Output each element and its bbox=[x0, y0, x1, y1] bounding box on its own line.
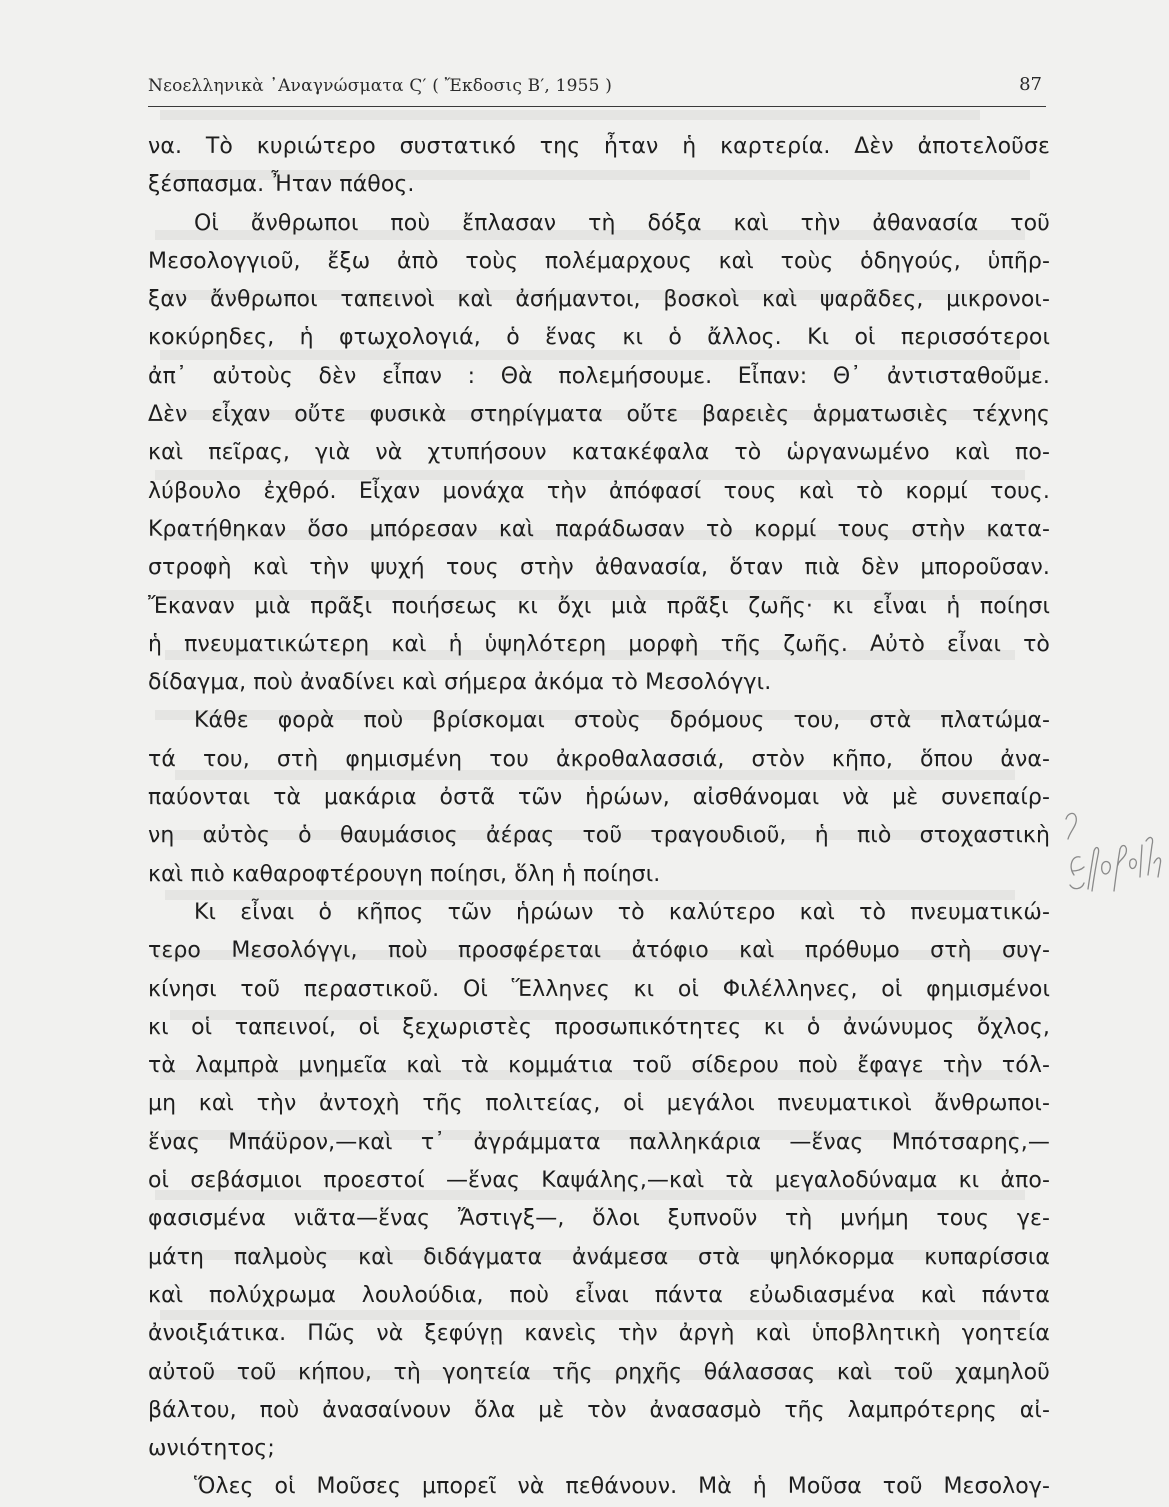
text-line: κίνησι τοῦ περαστικοῦ. Οἱ Ἕλληνες κι οἱ Φιλέλληνες, οἱ φημισμένοι bbox=[148, 976, 1050, 1002]
text-line: Κι εἶναι ὁ κῆπος τῶν ἡρώων τὸ καλύτερο καὶ τὸ πνευματικώ- bbox=[194, 899, 1050, 925]
text-line: ωνιότητος; bbox=[148, 1436, 275, 1462]
text-line: μάτη παλμοὺς καὶ διδάγματα ἀνάμεσα στὰ ψηλόκορμα κυπαρίσσια bbox=[148, 1244, 1050, 1270]
page-number: 87 bbox=[1019, 74, 1042, 95]
text-line: οἱ σεβάσμιοι προεστοί —ἕνας Καψάλης,—καὶ τὰ μεγαλοδύναμα κι ἀπο- bbox=[148, 1168, 1050, 1194]
text-line: καὶ πιὸ καθαροφτέρουγη ποίησι, ὅλη ἡ ποίησι. bbox=[148, 861, 661, 887]
text-line: ἀπ᾿ αὐτοὺς δὲν εἶπαν : Θὰ πολεμήσουμε. Εἶπαν: Θ᾿ ἀντισταθοῦμε. bbox=[148, 363, 1050, 389]
text-line: ξαν ἄνθρωποι ταπεινοὶ καὶ ἀσήμαντοι, βοσκοὶ καὶ ψαρᾶδες, μικρονοι- bbox=[148, 287, 1050, 313]
text-line: κοκύρηδες, ἡ φτωχολογιά, ὁ ἕνας κι ὁ ἄλλος. Κι οἱ περισσότεροι bbox=[148, 325, 1050, 351]
text-line: ἡ πνευματικώτερη καὶ ἡ ὑψηλότερη μορφὴ τῆς ζωῆς. Αὐτὸ εἶναι τὸ bbox=[148, 631, 1050, 657]
text-line: καὶ πεῖρας, γιὰ νὰ χτυπήσουν κατακέφαλα τὸ ὡργανωμένο καὶ πο- bbox=[148, 440, 1050, 466]
text-line: δίδαγμα, ποὺ ἀναδίνει καὶ σήμερα ἀκόμα τὸ Μεσολόγγι. bbox=[148, 670, 772, 696]
text-line: Ἔκαναν μιὰ πρᾶξι ποιήσεως κι ὄχι μιὰ πρᾶξι ζωῆς· κι εἶναι ἡ ποίησι bbox=[148, 593, 1050, 619]
running-title: Νεοελληνικὰ ᾿Αναγνώσματα Ϛ′ ( Ἔκδοσις Β′, 1955 ) bbox=[148, 76, 613, 96]
text-line: τά του, στὴ φημισμένη του ἀκροθαλασσιά, στὸν κῆπο, ὅπου ἀνα- bbox=[148, 746, 1050, 772]
text-line: Οἱ ἄνθρωποι ποὺ ἔπλασαν τὴ δόξα καὶ τὴν ἀθανασία τοῦ bbox=[194, 210, 1050, 236]
text-line: βάλτου, ποὺ ἀνασαίνουν ὅλα μὲ τὸν ἀνασασμὸ τῆς λαμπρότερης αἰ- bbox=[148, 1397, 1050, 1423]
text-line: στροφὴ καὶ τὴν ψυχή τους στὴν ἀθανασία, ὅταν πιὰ δὲν μποροῦσαν. bbox=[148, 555, 1050, 581]
text-line: τερο Μεσολόγγι, ποὺ προσφέρεται ἀτόφιο καὶ πρόθυμο στὴ συγ- bbox=[148, 938, 1050, 964]
text-line: καὶ πολύχρωμα λουλούδια, ποὺ εἶναι πάντα εὐωδιασμένα καὶ πάντα bbox=[148, 1282, 1050, 1308]
text-line: Ὅλες οἱ Μοῦσες μπορεῖ νὰ πεθάνουν. Μὰ ἡ Μοῦσα τοῦ Μεσολογ- bbox=[194, 1474, 1050, 1500]
text-line: κι οἱ ταπεινοί, οἱ ξεχωριστὲς προσωπικότητες κι ὁ ἀνώνυμος ὄχλος, bbox=[148, 1014, 1050, 1040]
text-line: Κρατήθηκαν ὅσο μπόρεσαν καὶ παράδωσαν τὸ κορμί τους στὴν κατα- bbox=[148, 516, 1050, 542]
text-line: ἀνοιξιάτικα. Πῶς νὰ ξεφύγῃ κανεὶς τὴν ἀργὴ καὶ ὑποβλητικὴ γοητεία bbox=[148, 1321, 1050, 1347]
text-line: ἕνας Μπάϋρον,—καὶ τ᾿ ἀγράμματα παλληκάρια —ἕνας Μπότσαρης,— bbox=[148, 1129, 1050, 1155]
text-line: τὰ λαμπρὰ μνημεῖα καὶ τὰ κομμάτια τοῦ σίδερου ποὺ ἔφαγε τὴν τόλ- bbox=[148, 1053, 1050, 1079]
text-line: μη καὶ τὴν ἀντοχὴ τῆς πολιτείας, οἱ μεγάλοι πνευματικοὶ ἄνθρωποι- bbox=[148, 1091, 1050, 1117]
text-line: ξέσπασμα. Ἦταν πάθος. bbox=[148, 172, 415, 198]
body-text bbox=[148, 128, 1050, 1507]
text-line: Δὲν εἶχαν οὔτε φυσικὰ στηρίγματα οὔτε βαρειὲς ἁρματωσιὲς τέχνης bbox=[148, 402, 1050, 428]
text-line: φασισμένα νιᾶτα—ἕνας Ἄστιγξ—, ὅλοι ξυπνοῦν τὴ μνήμη τους γε- bbox=[148, 1206, 1050, 1232]
text-line: να. Τὸ κυριώτερο συστατικό της ἦταν ἡ καρτερία. Δὲν ἀποτελοῦσε bbox=[148, 134, 1050, 159]
text-line: νη αὐτὸς ὁ θαυμάσιος ἀέρας τοῦ τραγουδιοῦ, ἡ πιὸ στοχαστικὴ bbox=[148, 823, 1050, 849]
text-line: αὐτοῦ τοῦ κήπου, τὴ γοητεία τῆς ρηχῆς θάλασσας καὶ τοῦ χαμηλοῦ bbox=[148, 1359, 1050, 1385]
text-line: Κάθε φορὰ ποὺ βρίσκομαι στοὺς δρόμους του, στὰ πλατώμα- bbox=[194, 708, 1050, 734]
text-line: Μεσολογγιοῦ, ἔξω ἀπὸ τοὺς πολέμαρχους καὶ τοὺς ὁδηγούς, ὑπῆρ- bbox=[148, 248, 1050, 274]
text-line: λύβουλο ἐχθρό. Εἶχαν μονάχα τὴν ἀπόφασί τους καὶ τὸ κορμί τους. bbox=[148, 478, 1050, 504]
handwritten-margin-note bbox=[1060, 805, 1169, 905]
text-line: παύονται τὰ μακάρια ὀστᾶ τῶν ἡρώων, αἰσθάνομαι νὰ μὲ συνεπαίρ- bbox=[148, 785, 1050, 811]
running-header bbox=[148, 76, 1046, 107]
